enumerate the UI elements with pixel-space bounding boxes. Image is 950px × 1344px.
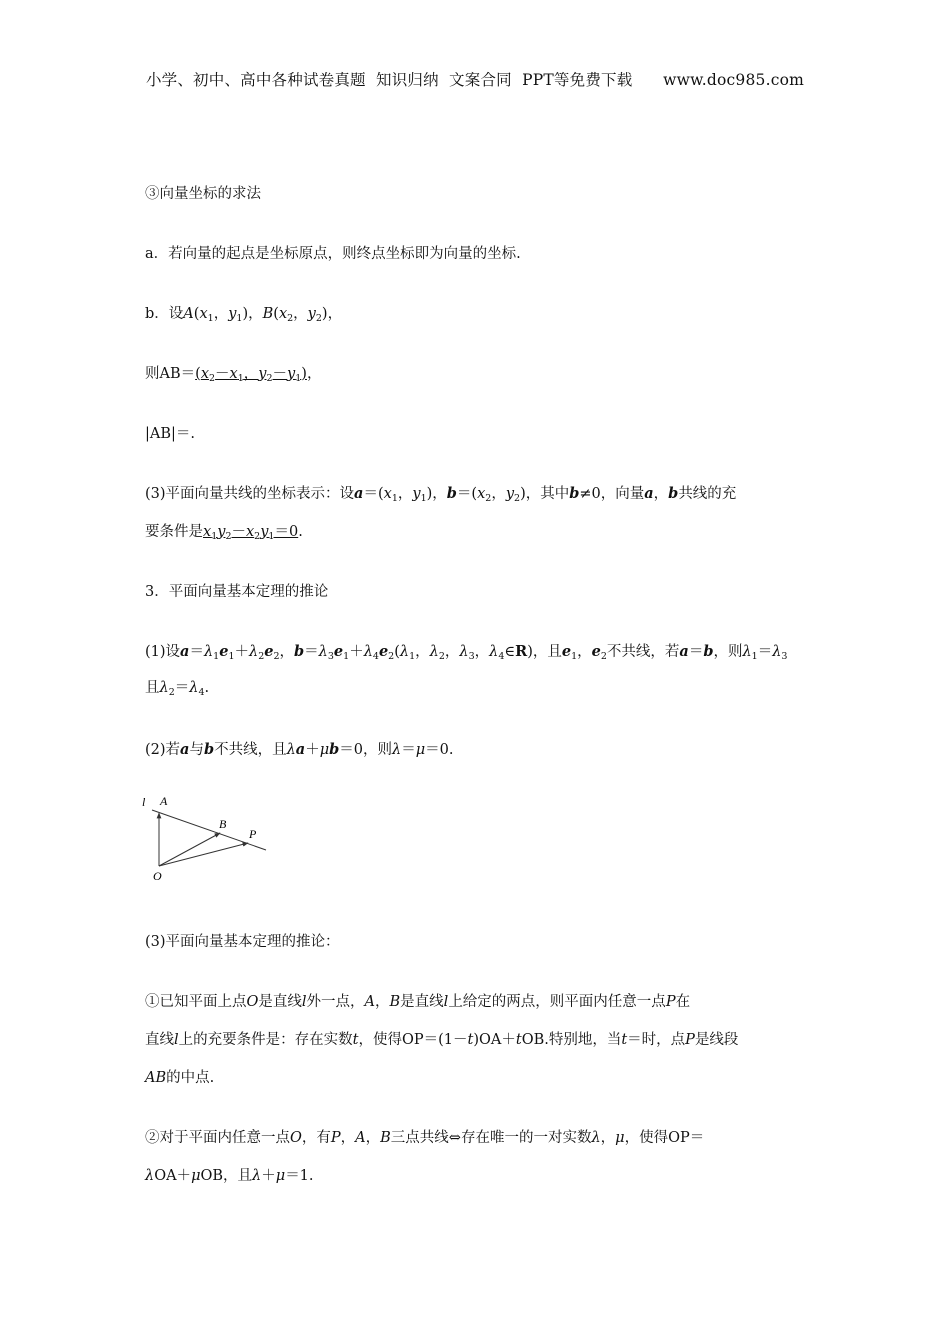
collinear-condition-answer: $x_1y_2-x_2y_1=0$ — [203, 524, 299, 542]
label-o: O — [153, 869, 162, 883]
vector-op-arrow — [159, 843, 248, 866]
corollary-3-item1-line2: 直线l上的充要条件是：存在实数t，使得OP＝(1－t)OA＋tOB.特别地，当t＝时，点P是线段 — [145, 1032, 739, 1048]
corollary-3-item2-line2: λOA＋μOB，且λ＋μ＝1. — [145, 1168, 314, 1184]
label-l: l — [142, 795, 146, 809]
page-header: 小学、初中、高中各种试卷真题 知识归纳 文案合同 PPT等免费下载 www.doc985.com — [145, 71, 805, 89]
corollary-2: (2)若a与b不共线，且λa＋μb＝0，则λ＝μ＝0. — [145, 741, 454, 758]
label-p: P — [249, 827, 257, 841]
collinear-coordinate-paragraph: (3)平面向量共线的坐标表示：设$a=(x_1$，$y_1$)，$b=(x_2$，$y_2$)，其中b≠0，向量a，b共线的充 — [145, 485, 737, 504]
label-b: B — [219, 817, 227, 831]
corollary-1-line1: (1)设$a=\lambda_1e_1+\lambda_2e_2$，$b=\lambda_3e_1+\lambda_4e_2(\lambda_1$，$\lambda_2$，$\lambda_3$，$\lambda_4\in R$)，且$e_1$，$e_2$不共线，若a＝b，则$\lambda_1=\lambda_3$ — [145, 643, 788, 662]
corollary-3-item2-line1: ②对于平面内任意一点O，有P，A，B三点共线⇔存在唯一的一对实数λ，μ，使得OP＝ — [145, 1130, 705, 1146]
paragraph-b: b．设$A(x_1$，$y_1$)，$B(x_2$，$y_2$)， — [145, 306, 343, 324]
vector-line-figure — [138, 792, 278, 884]
vector-ob-arrow — [159, 833, 220, 866]
corollary-3-item1-line1: ①已知平面上点O是直线l外一点，A，B是直线l上给定的两点，则平面内任意一点P在 — [145, 994, 691, 1010]
vector-ab-answer: ($x_2-x_1$，$y_2-y_1$) — [195, 366, 307, 384]
section-heading-vector-coordinates: ③向量坐标的求法 — [145, 186, 261, 202]
section-heading-corollary: 3．平面向量基本定理的推论 — [145, 584, 329, 600]
vector-magnitude-formula: |AB|＝. — [145, 426, 196, 442]
vector-ab-formula: 则$AB=(x_2-x_1$，$y_2-y_1$)， — [145, 366, 322, 384]
collinear-condition-line: 要条件是$x_1y_2-x_2y_1=0$. — [145, 524, 303, 542]
corollary-3-item1-line3: AB的中点. — [145, 1070, 215, 1086]
corollary-1-line2: 且$\lambda_2=\lambda_4$. — [145, 680, 210, 698]
label-a: A — [160, 794, 168, 808]
paragraph-a: a．若向量的起点是坐标原点，则终点坐标即为向量的坐标. — [145, 246, 521, 262]
corollary-3-heading: (3)平面向量基本定理的推论： — [145, 934, 340, 950]
